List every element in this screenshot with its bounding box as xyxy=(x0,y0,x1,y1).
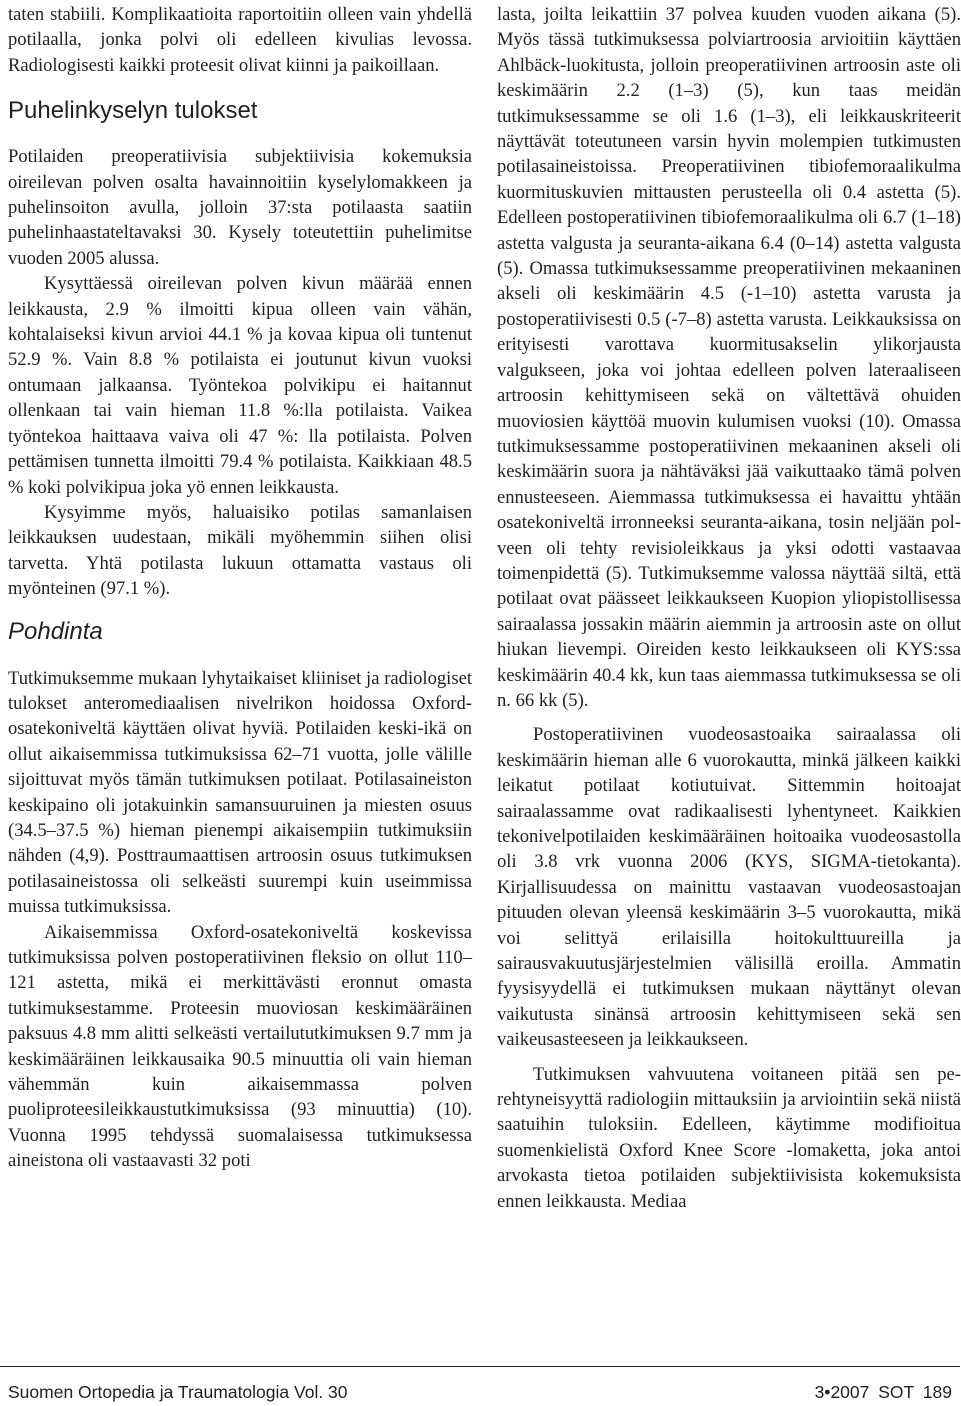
issue-number: 3•2007 xyxy=(814,1382,870,1402)
paragraph: taten stabiili. Komplikaatioita raportoitiin olleen vain yhdellä potilaalla, jonka polvi oli edelleen kivulias levossa. Radiologisesti kaikki proteesit olivat kiinni ja paikoillaan. xyxy=(8,4,472,76)
paragraph: Tutkimuksemme mukaan lyhytaikaiset kliiniset ja radiologiset tulokset anteromediaalisen nivelrikon hoidossa Oxford-osatekoniveltä käyttäen olivat hyviä. Potilaiden keski-ikä on ollut aikaisemmissa tutkimuksissa 62–71 vuotta, jolle välille sijoittuvat myös tämän tutkimuksen potilaat. Potilasaineiston keskipaino oli jotakuinkin samansuuruinen ja miesten osuus (34.5–37.5 %) hieman pienempi aikaisempiin tutkimuksiin nähden (4,9). Posttraumaattisen artroosin osuus tutkimuksen potilasaineistossa oli selkeästi suurempi kuin useimmissa muissa tutkimuksissa. xyxy=(8,667,472,918)
paragraph: Kysyimme myös, haluaisiko potilas samanlaisen leikkauksen uudestaan, mikäli myöhemmin siihen olisi tarvetta. Yhtä potilasta lukuun ottamatta vastaus oli myönteinen (97.1 %). xyxy=(8,501,472,600)
left-column xyxy=(8,2,472,1174)
journal-abbr: SOT xyxy=(878,1382,914,1402)
section-heading-discussion: Pohdinta xyxy=(8,617,103,645)
right-column xyxy=(497,2,961,1214)
section-heading-phone-survey: Puhelinkyselyn tulokset xyxy=(8,97,258,125)
page-number: 189 xyxy=(922,1382,952,1402)
paragraph: Potilaiden preoperatiivisia subjektiivisia kokemuksia oireilevan polven osalta havainnoitiin kyselylomakkeen ja puhelinsoiton avulla, jolloin 37:sta potilaasta saatiin puhelinhaastateltavaksi 30. Kysely toteutettiin puhelimitse vuoden 2005 alussa. xyxy=(8,146,472,269)
paragraph: Postoperatiivinen vuodeosastoaika sairaalassa oli keskimäärin hieman alle 6 vuorokautta, minkä jälkeen kaikki leikatut potilaat kotiutuivat. Sittemmin hoitoajat sairaalassamme ovat radikaalisesti lyhentyneet. Kaikkien tekonivelpotilaiden keskimääräinen hoitoaika vuodeosastolla oli 3.8 vrk vuonna 2006 (KYS, SIGMA-tietokanta). Kirjallisuudessa on mainittu vastaavan vuodeosastoajan pituuden olevan yleensä keskimäärin 3–5 vuorokautta, mikä voi selittyä erilaisilla hoitokulttuureilla ja sairausvakuutusjärjestelmien välisillä eroilla. Ammatin fyysisyydellä ei tutkimuksen mukaan näyttänyt olevan vaikutusta sinänsä artroosin kehittymiseen sekä sen vaikeusasteeseen ja leikkaukseen. xyxy=(497,724,961,1051)
journal-title: Suomen Ortopedia ja Traumatologia Vol. 30 xyxy=(8,1382,348,1402)
paragraph: lasta, joilta leikattiin 37 polvea kuuden vuoden aikana (5). Myös tässä tutkimuksessa polviartroosia arvioitiin käyttäen Ahlbäck-luokitusta, jolloin preoperatiivinen artroosin aste oli keskimäärin 2.2 (1–3) (5), kun taas meidän tutkimuksessamme se oli 1.6 (1–3), eli leikkauskriteerit näyttävät toteutuneen varsin hyvin molempien tutkimusten potilasaineistoissa. Preoperatiivinen tibiofemoraalikulma kuormituskuvien mittausten perusteella oli 0.4 astetta (5). Edelleen postoperatiivinen tibiofemoraalikulma oli 6.7 (1–18) astetta valgusta ja seuranta-aikana 6.4 (0–14) astetta valgusta (5). Omassa tutkimuksessamme preoperatiivinen mekaaninen akseli oli keskimäärin 4.5 (-1–10) astetta varusta ja postoperatiivisesti 0.5 (-7–8) astetta varusta. Leikkauksissa on erityisesti varottava kuormitusakselin ylikorjausta valgukseen, joka voi johtaa edelleen polven lateraaliseen artroosin kehittymiseen sekä on vältettävä ohuiden muoviosien käyttöä muovin kulumisen vuoksi (10). Omassa tutkimuksessamme postoperatiivinen mekaaninen akseli oli keskimäärin suora ja nähtäväksi jää vaikuttaako tämä polven ennusteeseen. Aiemmassa tutkimuksessa ei havaittu yhtään osatekoniveltä irronneeksi seuranta-aikana, tosin neljään polveen oli tehty revisioleikkaus ja yksi odotti vastaavaa toimenpidettä (5). Tutkimuksemme valossa näyttää siltä, että potilaat ovat päässeet leikkaukseen Kuopion yliopistollisessa sairaalassa jossakin määrin aiemmin ja artroosin aste on ollut hiukan lievempi. Oireiden kesto leikkaukseen oli KYS:ssa keskimäärin 40.4 kk, kun taas aiemmassa tutkimuksessa se oli n. 66 kk (5). xyxy=(497,4,961,711)
page-footer xyxy=(8,1380,952,1404)
paragraph: Aikaisemmissa Oxford-osatekoniveltä koskevissa tutkimuksissa polven postoperatiivinen fleksio on ollut 110–121 astetta, mikä ei merkittävästi eronnut omasta tutkimuksestamme. Proteesin muoviosan keskimääräinen paksuus 4.8 mm alitti selkeästi vertailututkimuksen 9.7 mm ja keskimääräinen leikkausaika 90.5 minuuttia oli vain hieman vähemmän kuin aikaisemmassa polven puoliproteesileikkaustutkimuksissa (93 minuuttia) (10). Vuonna 1995 tehdyssä suomalaisessa tutkimuksessa aineistona oli vastaavasti 32 poti xyxy=(8,921,472,1172)
paragraph: Tutkimuksen vahvuutena voitaneen pitää sen perehtyneisyyttä radiologiin mittauksiin ja arviointiin sekä niistä saatuihin tuloksiin. Edelleen, käytimme modifioitua suomenkielistä Oxford Knee Score -lomaketta, joka antoi arvokasta tietoa potilaiden subjektiivisista kokemuksista ennen leikkausta. Mediaa xyxy=(497,1063,961,1212)
paragraph: Kysyttäessä oireilevan polven kivun määrää ennen leikkausta, 2.9 % ilmoitti kipua olleen vain vähän, kohtalaiseksi kivun arvioi 44.1 % ja kovaa kipua oli tuntenut 52.9 %. Vain 8.8 % potilaista ei joutunut kivun vuoksi ontumaan jalkaansa. Työntekoa polvikipu ei haitannut ollenkaan tai vain hieman 11.8 %:lla potilaista. Vaikea työntekoa haittaava vaiva oli 47 %: lla potilaista. Polven pettämisen tunnetta ilmoitti 79.4 % potilaista. Kaikkiaan 48.5 % koki polvikipua joka yö ennen leikkausta. xyxy=(8,273,472,498)
issue-info xyxy=(811,1380,952,1404)
footer-rule xyxy=(0,1366,960,1367)
